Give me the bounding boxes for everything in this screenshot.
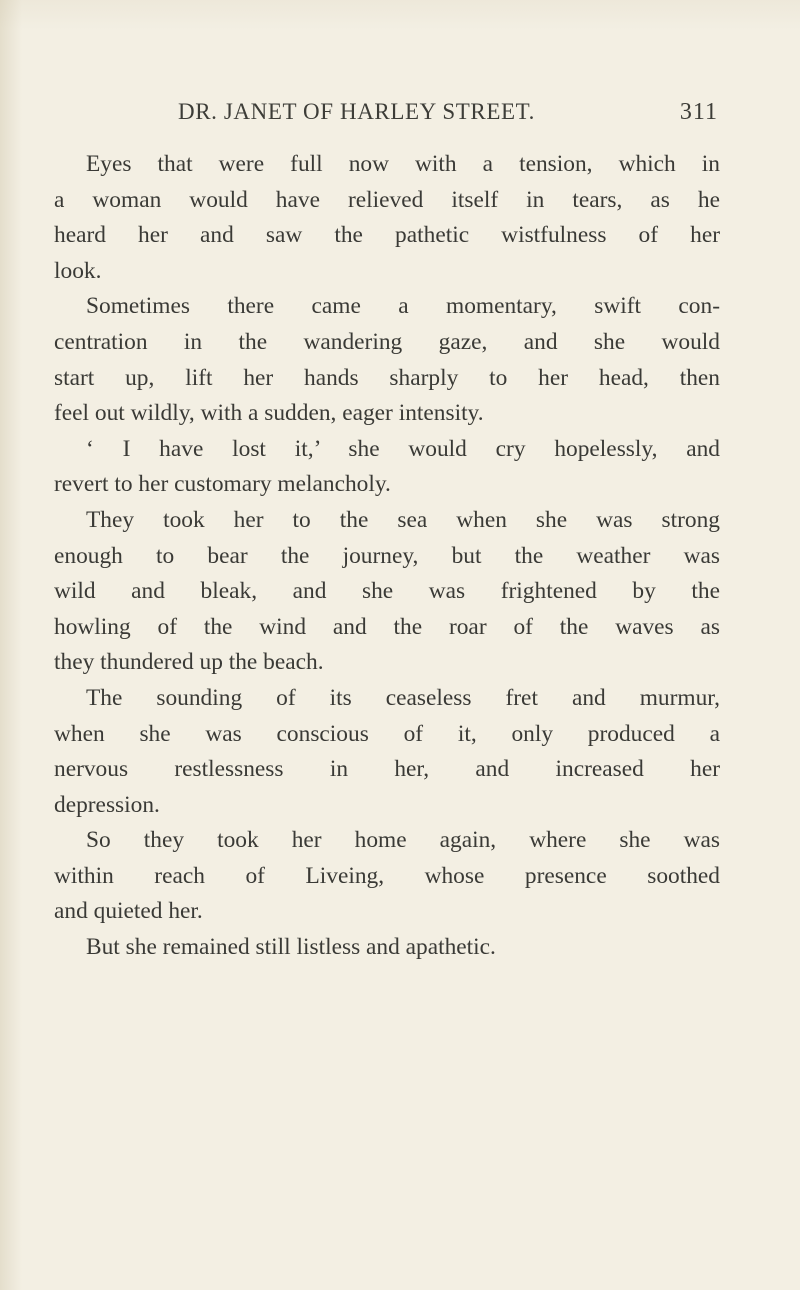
text-line: Sometimes there came a momentary, swift con- [86, 293, 720, 320]
text-line: The sounding of its ceaseless fret and murmur, [86, 684, 720, 711]
text-line: within reach of Liveing, whose presence soothed [54, 862, 720, 889]
text-line: enough to bear the journey, but the weather was [54, 542, 720, 569]
text-line: and quieted her. [54, 898, 203, 925]
text-line: Eyes that were full now with a tension, which in [86, 151, 720, 177]
text-line: revert to her customary melancholy. [54, 471, 391, 498]
page-number: 311 [679, 99, 718, 125]
text-line: wild and bleak, and she was frightened by the [54, 578, 720, 605]
text-line: But she remained still listless and apathetic. [86, 934, 496, 961]
running-head [178, 99, 718, 133]
text-line: ‘ I have lost it,’ she would cry hopelessly, and [86, 435, 720, 462]
text-line: feel out wildly, with a sudden, eager intensity. [54, 400, 484, 427]
text-line: look. [54, 257, 102, 284]
text-line: nervous restlessness in her, and increased her [54, 756, 720, 783]
text-line: howling of the wind and the roar of the waves as [54, 613, 720, 640]
running-title: DR. JANET OF HARLEY STREET. [178, 99, 535, 124]
text-line: a woman would have relieved itself in tears, as he [54, 186, 720, 213]
text-line: when she was conscious of it, only produced a [54, 720, 720, 747]
body-text [54, 147, 720, 966]
text-line: start up, lift her hands sharply to her head, then [54, 364, 720, 391]
text-line: heard her and saw the pathetic wistfulness of her [54, 222, 720, 249]
text-line: depression. [54, 791, 160, 818]
text-line: They took her to the sea when she was strong [86, 506, 720, 533]
text-line: centration in the wandering gaze, and she would [54, 328, 720, 355]
text-line: So they took her home again, where she was [86, 827, 720, 854]
text-line: they thundered up the beach. [54, 649, 324, 676]
